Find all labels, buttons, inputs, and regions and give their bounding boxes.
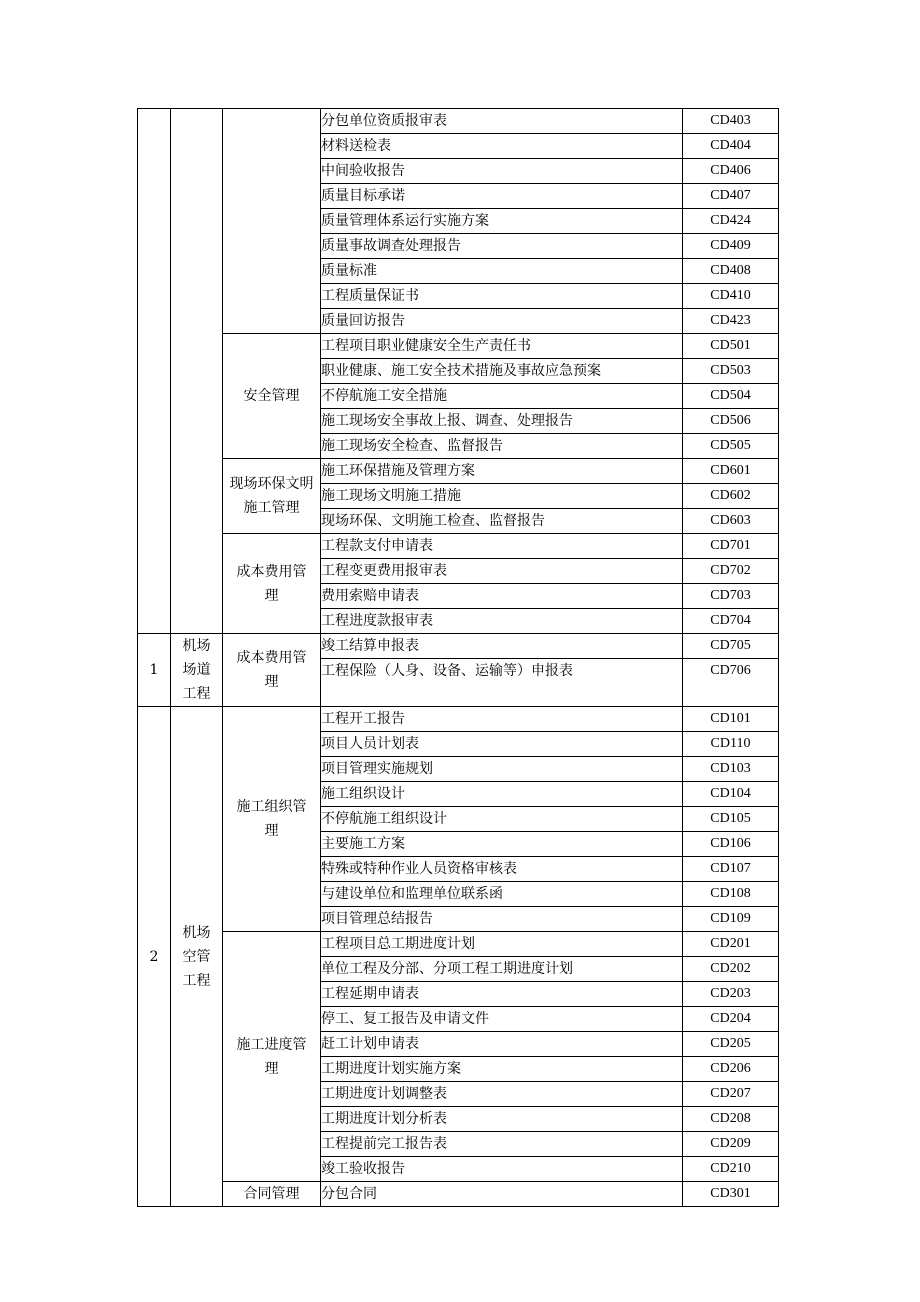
document-name: 项目管理实施规划: [321, 757, 683, 782]
document-name: 分包合同: [321, 1182, 683, 1207]
document-name: 施工环保措施及管理方案: [321, 459, 683, 484]
document-code: CD505: [683, 434, 779, 459]
document-code: CD410: [683, 284, 779, 309]
document-index-table: [137, 108, 779, 1207]
document-name: 中间验收报告: [321, 159, 683, 184]
document-name: 工期进度计划分析表: [321, 1107, 683, 1132]
table-row: [138, 109, 779, 134]
document-name: 竣工结算申报表: [321, 634, 683, 659]
document-name: 主要施工方案: [321, 832, 683, 857]
document-code: CD202: [683, 957, 779, 982]
table-row: [138, 334, 779, 359]
group-number-cell: 2: [138, 707, 171, 1207]
document-name: 单位工程及分部、分项工程工期进度计划: [321, 957, 683, 982]
document-code: CD601: [683, 459, 779, 484]
document-name: 施工现场安全事故上报、调查、处理报告: [321, 409, 683, 434]
table-row: [138, 707, 779, 732]
document-code: CD103: [683, 757, 779, 782]
document-code: CD206: [683, 1057, 779, 1082]
document-code: CD503: [683, 359, 779, 384]
document-name: 工程变更费用报审表: [321, 559, 683, 584]
document-code: CD101: [683, 707, 779, 732]
document-code: CD409: [683, 234, 779, 259]
document-code: CD705: [683, 634, 779, 659]
category-cell-schedule: 施工进度管理: [223, 932, 321, 1182]
document-name: 停工、复工报告及申请文件: [321, 1007, 683, 1032]
document-code: CD209: [683, 1132, 779, 1157]
table-row: [138, 1182, 779, 1207]
document-code: CD205: [683, 1032, 779, 1057]
category-cell-quality: [223, 109, 321, 334]
document-code: CD109: [683, 907, 779, 932]
document-code: CD301: [683, 1182, 779, 1207]
document-code: CD501: [683, 334, 779, 359]
document-code: CD706: [683, 659, 779, 707]
document-code: CD210: [683, 1157, 779, 1182]
document-name: 工期进度计划实施方案: [321, 1057, 683, 1082]
document-name: 工期进度计划调整表: [321, 1082, 683, 1107]
document-code: CD104: [683, 782, 779, 807]
document-code: CD702: [683, 559, 779, 584]
document-code: CD603: [683, 509, 779, 534]
document-name: 工程延期申请表: [321, 982, 683, 1007]
document-name: 项目人员计划表: [321, 732, 683, 757]
document-name: 工程进度款报审表: [321, 609, 683, 634]
table-row: [138, 634, 779, 659]
document-name: 不停航施工组织设计: [321, 807, 683, 832]
category-cell-org: 施工组织管理: [223, 707, 321, 932]
document-name: 工程项目总工期进度计划: [321, 932, 683, 957]
document-name: 工程提前完工报告表: [321, 1132, 683, 1157]
document-code: CD602: [683, 484, 779, 509]
document-code: CD203: [683, 982, 779, 1007]
table-row: [138, 459, 779, 484]
document-code: CD506: [683, 409, 779, 434]
document-name: 材料送检表: [321, 134, 683, 159]
document-name: 项目管理总结报告: [321, 907, 683, 932]
group-number-cell: 1: [138, 634, 171, 707]
document-name: 质量目标承诺: [321, 184, 683, 209]
project-name-cell: 机场场道工程: [171, 634, 223, 707]
document-code: CD204: [683, 1007, 779, 1032]
document-code: CD407: [683, 184, 779, 209]
document-name: 质量事故调查处理报告: [321, 234, 683, 259]
document-name: 工程开工报告: [321, 707, 683, 732]
document-name: 分包单位资质报审表: [321, 109, 683, 134]
category-cell-cost: 成本费用管理: [223, 534, 321, 634]
document-name: 质量标准: [321, 259, 683, 284]
table-row: [138, 534, 779, 559]
document-name: 与建设单位和监理单位联系函: [321, 882, 683, 907]
document-code: CD423: [683, 309, 779, 334]
document-name: 赶工计划申请表: [321, 1032, 683, 1057]
table-row: [138, 932, 779, 957]
document-name: 现场环保、文明施工检查、监督报告: [321, 509, 683, 534]
document-code: CD701: [683, 534, 779, 559]
document-name: 施工现场文明施工措施: [321, 484, 683, 509]
document-name: 工程质量保证书: [321, 284, 683, 309]
document-name: 工程项目职业健康安全生产责任书: [321, 334, 683, 359]
document-code: CD110: [683, 732, 779, 757]
document-name: 施工现场安全检查、监督报告: [321, 434, 683, 459]
document-code: CD424: [683, 209, 779, 234]
document-code: CD106: [683, 832, 779, 857]
document-code: CD704: [683, 609, 779, 634]
category-cell-env: 现场环保文明施工管理: [223, 459, 321, 534]
project-name-cell: 机场空管工程: [171, 707, 223, 1207]
document-name: 不停航施工安全措施: [321, 384, 683, 409]
document-code: CD703: [683, 584, 779, 609]
document-name: 质量管理体系运行实施方案: [321, 209, 683, 234]
document-code: CD105: [683, 807, 779, 832]
document-code: CD208: [683, 1107, 779, 1132]
document-code: CD408: [683, 259, 779, 284]
category-cell-safety: 安全管理: [223, 334, 321, 459]
document-name: 职业健康、施工安全技术措施及事故应急预案: [321, 359, 683, 384]
category-cell-cost: 成本费用管理: [223, 634, 321, 707]
document-name: 竣工验收报告: [321, 1157, 683, 1182]
document-name: 质量回访报告: [321, 309, 683, 334]
document-code: CD107: [683, 857, 779, 882]
category-cell-contract: 合同管理: [223, 1182, 321, 1207]
document-code: CD406: [683, 159, 779, 184]
document-code: CD403: [683, 109, 779, 134]
document-name: 施工组织设计: [321, 782, 683, 807]
document-name: 工程款支付申请表: [321, 534, 683, 559]
document-code: CD201: [683, 932, 779, 957]
document-code: CD207: [683, 1082, 779, 1107]
document-name: 费用索赔申请表: [321, 584, 683, 609]
document-code: CD504: [683, 384, 779, 409]
group-number-cell: [138, 109, 171, 634]
project-name-cell: [171, 109, 223, 634]
document-name: 工程保险（人身、设备、运输等）申报表: [321, 659, 683, 707]
document-code: CD404: [683, 134, 779, 159]
document-code: CD108: [683, 882, 779, 907]
document-name: 特殊或特种作业人员资格审核表: [321, 857, 683, 882]
